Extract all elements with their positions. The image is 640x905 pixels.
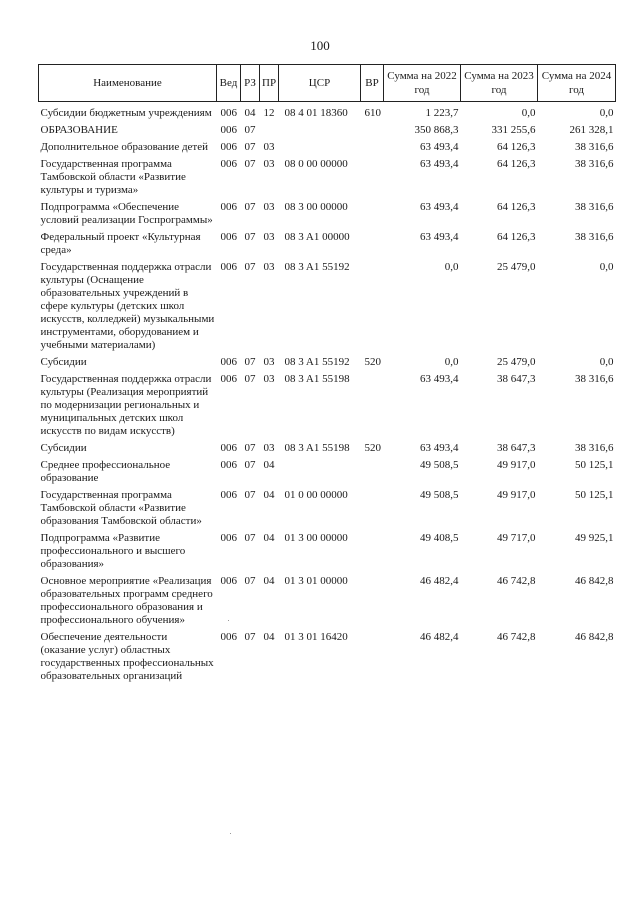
cell-ved: 006 — [220, 231, 237, 243]
cell-csr: 01 3 00 00000 — [284, 532, 348, 544]
header-sum-2024: Сумма на 2024 год — [538, 65, 616, 102]
cell-csr: 08 0 00 00000 — [284, 158, 348, 170]
cell-sum-2023: 49 917,0 — [497, 459, 536, 471]
table-row — [39, 631, 616, 687]
scan-speck — [228, 620, 229, 621]
cell-sum-2024: 49 925,1 — [575, 532, 614, 544]
header-vr: ВР — [361, 65, 384, 102]
cell-sum-2023: 64 126,3 — [497, 158, 536, 170]
cell-name: Государственная программа Тамбовской области «Развитие культуры и туризма» — [40, 158, 186, 196]
cell-csr — [279, 141, 361, 158]
cell-sum-2024: 261 328,1 — [569, 124, 614, 136]
cell-sum-2024: 46 842,8 — [575, 631, 614, 643]
cell-ved: 006 — [220, 124, 237, 136]
cell-rz: 07 — [244, 631, 256, 643]
cell-ved: 006 — [220, 141, 237, 153]
cell-rz: 07 — [244, 158, 256, 170]
cell-name: Государственная поддержка отрасли культуры (Реализация мероприятий по модернизации региональных и муниципальных детских школ искусств по видам искусств) — [40, 373, 212, 437]
cell-csr: 08 3 A1 55192 — [284, 356, 350, 368]
cell-ved: 006 — [220, 532, 237, 544]
cell-sum-2022: 63 493,4 — [420, 201, 459, 213]
header-sum-2023: Сумма на 2023 год — [461, 65, 538, 102]
cell-vr — [361, 141, 384, 158]
cell-name: Основное мероприятие «Реализация образовательных программ среднего профессионального образования и профессионального обучения» — [40, 575, 213, 626]
cell-name: Субсидии бюджетным учреждениям — [40, 107, 212, 119]
cell-rz: 07 — [244, 373, 256, 385]
cell-sum-2023: 64 126,3 — [497, 201, 536, 213]
budget-table — [38, 64, 616, 687]
cell-pr: 12 — [263, 107, 275, 119]
table-row — [39, 356, 616, 373]
cell-csr: 08 4 01 18360 — [284, 107, 348, 119]
cell-ved: 006 — [220, 631, 237, 643]
cell-pr: 03 — [263, 261, 275, 273]
cell-vr: 610 — [364, 107, 381, 119]
cell-sum-2024: 38 316,6 — [575, 158, 614, 170]
header-pr: ПР — [260, 65, 279, 102]
cell-sum-2023: 49 717,0 — [497, 532, 536, 544]
cell-rz: 07 — [244, 489, 256, 501]
cell-sum-2023: 25 479,0 — [497, 356, 536, 368]
cell-csr: 08 3 A1 55198 — [284, 373, 350, 385]
cell-sum-2023: 38 647,3 — [497, 442, 536, 454]
table-row — [39, 141, 616, 158]
cell-rz: 04 — [244, 107, 256, 119]
cell-sum-2023: 0,0 — [521, 107, 536, 119]
cell-vr — [361, 631, 384, 687]
cell-csr: 08 3 00 00000 — [284, 201, 348, 213]
cell-ved: 006 — [220, 459, 237, 471]
cell-name: Субсидии — [40, 356, 87, 368]
cell-name: Государственная поддержка отрасли культуры (Оснащение образовательных учреждений в сфере культуры (детских школ искусств, колледжей) музыкальными инструментами, оборудованием и учебными материалами) — [40, 261, 215, 351]
table-row — [39, 575, 616, 631]
cell-sum-2024: 38 316,6 — [575, 231, 614, 243]
cell-sum-2022: 63 493,4 — [420, 141, 459, 153]
cell-ved: 006 — [220, 442, 237, 454]
cell-pr: 03 — [263, 141, 275, 153]
cell-ved: 006 — [220, 261, 237, 273]
cell-sum-2023: 46 742,8 — [497, 575, 536, 587]
cell-sum-2023: 64 126,3 — [497, 231, 536, 243]
cell-vr — [361, 201, 384, 231]
cell-sum-2022: 49 408,5 — [420, 532, 459, 544]
cell-csr: 08 3 A1 55198 — [284, 442, 350, 454]
header-sum-2022: Сумма на 2022 год — [384, 65, 461, 102]
cell-pr: 03 — [263, 442, 275, 454]
cell-sum-2024: 0,0 — [599, 356, 614, 368]
cell-name: Дополнительное образование детей — [40, 141, 209, 153]
cell-pr — [260, 124, 279, 141]
cell-sum-2022: 350 868,3 — [414, 124, 459, 136]
cell-csr: 01 0 00 00000 — [284, 489, 348, 501]
table-body — [39, 102, 616, 688]
cell-vr: 520 — [364, 442, 381, 454]
cell-sum-2024: 38 316,6 — [575, 442, 614, 454]
table-row — [39, 102, 616, 125]
table-header-row — [39, 65, 616, 102]
cell-rz: 07 — [244, 442, 256, 454]
cell-name: Обеспечение деятельности (оказание услуг) областных государственных профессиональных образовательных организаций — [40, 631, 214, 682]
cell-csr — [279, 459, 361, 489]
cell-vr — [361, 575, 384, 631]
table-row — [39, 231, 616, 261]
table-row — [39, 373, 616, 442]
cell-sum-2022: 63 493,4 — [420, 158, 459, 170]
cell-vr — [361, 158, 384, 201]
cell-sum-2022: 46 482,4 — [420, 575, 459, 587]
cell-csr: 01 3 01 16420 — [284, 631, 348, 643]
table-row — [39, 459, 616, 489]
cell-pr: 04 — [263, 489, 275, 501]
cell-pr: 04 — [263, 459, 275, 471]
cell-sum-2022: 49 508,5 — [420, 489, 459, 501]
table-row — [39, 158, 616, 201]
cell-sum-2023: 331 255,6 — [491, 124, 536, 136]
table-row — [39, 124, 616, 141]
cell-pr: 03 — [263, 201, 275, 213]
cell-sum-2022: 0,0 — [444, 261, 459, 273]
cell-name: Среднее профессиональное образование — [40, 459, 171, 484]
cell-csr: 01 3 01 00000 — [284, 575, 348, 587]
cell-sum-2024: 38 316,6 — [575, 373, 614, 385]
header-name: Наименование — [39, 65, 217, 102]
cell-ved: 006 — [220, 158, 237, 170]
cell-rz: 07 — [244, 575, 256, 587]
cell-sum-2022: 0,0 — [444, 356, 459, 368]
header-ved: Вед — [217, 65, 241, 102]
cell-pr: 04 — [263, 575, 275, 587]
table-row — [39, 532, 616, 575]
cell-sum-2022: 49 508,5 — [420, 459, 459, 471]
cell-pr: 03 — [263, 356, 275, 368]
cell-csr — [279, 124, 361, 141]
cell-sum-2023: 64 126,3 — [497, 141, 536, 153]
cell-vr — [361, 489, 384, 532]
cell-sum-2023: 49 917,0 — [497, 489, 536, 501]
cell-pr: 03 — [263, 373, 275, 385]
cell-ved: 006 — [220, 575, 237, 587]
cell-sum-2024: 50 125,1 — [575, 489, 614, 501]
table-row — [39, 261, 616, 356]
cell-vr — [361, 532, 384, 575]
header-rz: РЗ — [241, 65, 260, 102]
cell-ved: 006 — [220, 356, 237, 368]
cell-name: Федеральный проект «Культурная среда» — [40, 231, 201, 256]
cell-vr — [361, 231, 384, 261]
cell-sum-2024: 50 125,1 — [575, 459, 614, 471]
cell-rz: 07 — [244, 141, 256, 153]
cell-vr — [361, 261, 384, 356]
cell-name: Государственная программа Тамбовской области «Развитие образования Тамбовской области» — [40, 489, 202, 527]
cell-rz: 07 — [244, 459, 256, 471]
cell-ved: 006 — [220, 107, 237, 119]
cell-sum-2024: 38 316,6 — [575, 141, 614, 153]
cell-sum-2024: 38 316,6 — [575, 201, 614, 213]
cell-rz: 07 — [244, 261, 256, 273]
cell-rz: 07 — [244, 201, 256, 213]
cell-vr — [361, 124, 384, 141]
cell-rz: 07 — [244, 532, 256, 544]
page-number: 100 — [310, 38, 330, 53]
cell-sum-2024: 0,0 — [599, 261, 614, 273]
cell-pr: 03 — [263, 158, 275, 170]
cell-name: Субсидии — [40, 442, 87, 454]
cell-sum-2024: 46 842,8 — [575, 575, 614, 587]
cell-vr — [361, 459, 384, 489]
cell-vr — [361, 373, 384, 442]
header-csr: ЦСР — [279, 65, 361, 102]
table-row — [39, 201, 616, 231]
cell-ved: 006 — [220, 373, 237, 385]
cell-sum-2023: 38 647,3 — [497, 373, 536, 385]
cell-pr: 03 — [263, 231, 275, 243]
cell-csr: 08 3 A1 55192 — [284, 261, 350, 273]
cell-sum-2023: 46 742,8 — [497, 631, 536, 643]
table-row — [39, 442, 616, 459]
scan-speck — [230, 833, 231, 834]
cell-sum-2022: 63 493,4 — [420, 231, 459, 243]
cell-rz: 07 — [244, 231, 256, 243]
cell-sum-2023: 25 479,0 — [497, 261, 536, 273]
cell-name: ОБРАЗОВАНИЕ — [40, 124, 118, 136]
cell-name: Подпрограмма «Развитие профессионального и высшего образования» — [40, 532, 186, 570]
table-row — [39, 489, 616, 532]
cell-pr: 04 — [263, 532, 275, 544]
cell-sum-2024: 0,0 — [599, 107, 614, 119]
cell-sum-2022: 46 482,4 — [420, 631, 459, 643]
cell-sum-2022: 63 493,4 — [420, 442, 459, 454]
cell-sum-2022: 1 223,7 — [425, 107, 459, 119]
cell-pr: 04 — [263, 631, 275, 643]
cell-vr: 520 — [364, 356, 381, 368]
cell-csr: 08 3 A1 00000 — [284, 231, 350, 243]
cell-ved: 006 — [220, 201, 237, 213]
cell-name: Подпрограмма «Обеспечение условий реализации Госпрограммы» — [40, 201, 213, 226]
cell-rz: 07 — [244, 124, 256, 136]
cell-sum-2022: 63 493,4 — [420, 373, 459, 385]
cell-rz: 07 — [244, 356, 256, 368]
cell-ved: 006 — [220, 489, 237, 501]
